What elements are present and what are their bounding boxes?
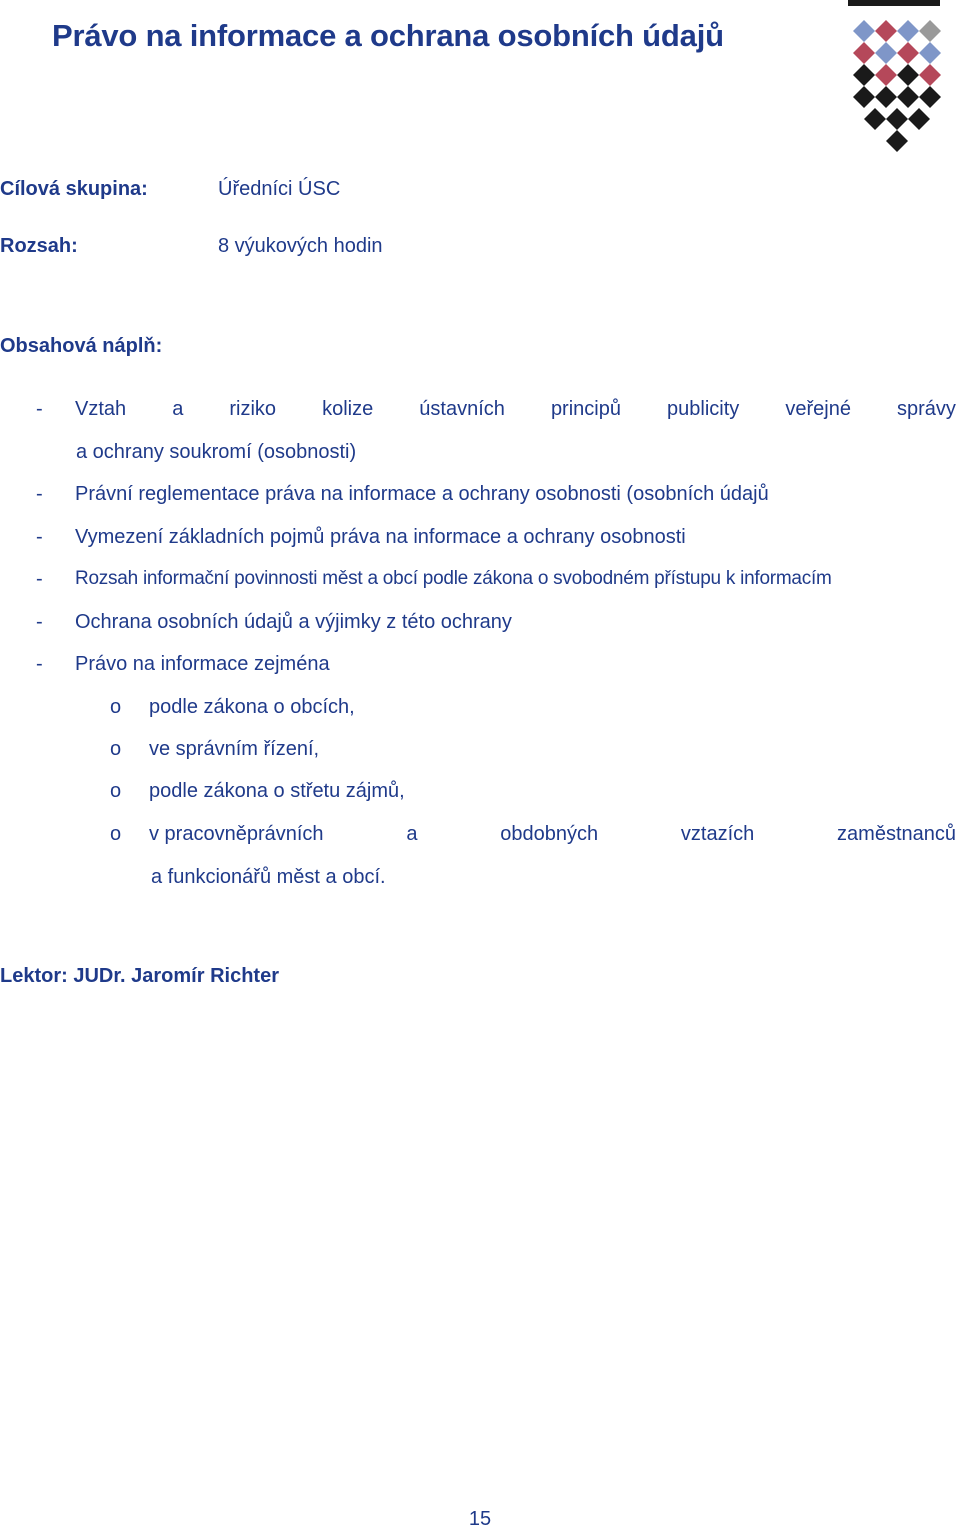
word: v pracovněprávních [149,823,324,845]
logo-diamond [897,64,919,86]
list-item-continuation: a ochrany soukromí (osobnosti) [76,441,357,463]
lector: Lektor: JUDr. Jaromír Richter [0,965,279,987]
logo-diamond [875,86,897,108]
word: riziko [229,398,277,420]
word: Vztah [75,398,127,420]
list-item: Rozsah informační povinnosti měst a obcí podle zákona o svobodném přístupu k informacím [75,568,832,589]
target-group-value: Úředníci ÚSC [218,178,341,200]
list-item: Ochrana osobních údajů a výjimky z této ochrany [75,611,512,633]
logo-diamond-grid [853,20,941,152]
list-marker: - [36,398,43,420]
sublist-marker: o [110,780,122,802]
logo-diamond [875,20,897,42]
page-number: 15 [468,1508,492,1530]
sublist-item-line [149,823,956,846]
sublist-item: podle zákona o obcích, [149,696,355,718]
word: publicity [667,398,740,420]
logo-diamond [886,130,908,152]
word: principů [550,398,621,420]
logo-diamond [875,42,897,64]
list-item: Vymezení základních pojmů práva na informace a ochrany osobnosti [75,526,686,548]
word: kolize [322,398,374,420]
list-item: Právní reglementace práva na informace a ochrany osobnosti (osobních údajů [75,483,769,505]
logo-diamond [897,20,919,42]
sublist-item: ve správním řízení, [149,738,320,760]
logo-diamond [897,86,919,108]
logo-diamond [875,64,897,86]
sublist-marker: o [110,823,122,845]
logo-diamond [919,64,941,86]
sublist-item: podle zákona o střetu zájmů, [149,780,405,802]
logo-diamond [897,42,919,64]
scope-label: Rozsah: [0,235,78,257]
target-group-label: Cílová skupina: [0,178,148,200]
logo-diamond [853,20,875,42]
sublist-marker: o [110,738,122,760]
logo-diamond [919,86,941,108]
content-heading: Obsahová náplň: [0,335,163,357]
word: zaměstnanců [837,823,956,845]
list-marker: - [36,611,43,633]
list-marker: - [36,568,43,590]
sublist-item-continuation: a funkcionářů měst a obcí. [151,866,386,888]
list-item: Právo na informace zejména [75,653,330,675]
word: a [406,823,418,845]
logo-diamond [864,108,886,130]
sublist-marker: o [110,696,122,718]
institution-logo [846,0,942,152]
logo-diamond [853,42,875,64]
list-marker: - [36,653,43,675]
word: obdobných [500,823,599,845]
word: správy [897,398,956,420]
scope-value: 8 výukových hodin [218,235,383,257]
page-title: Právo na informace a ochrana osobních údajů [52,18,724,53]
list-marker: - [36,483,43,505]
word: ústavních [419,398,505,420]
list-item-line [75,398,956,421]
word: a [172,398,184,420]
logo-diamond [853,64,875,86]
logo-diamond [853,86,875,108]
logo-diamond [919,20,941,42]
logo-diamond [919,42,941,64]
word: vztazích [680,823,755,845]
list-marker: - [36,526,43,548]
logo-top-bar [848,0,940,6]
logo-diamond [908,108,930,130]
word: veřejné [785,398,851,420]
logo-diamond [886,108,908,130]
